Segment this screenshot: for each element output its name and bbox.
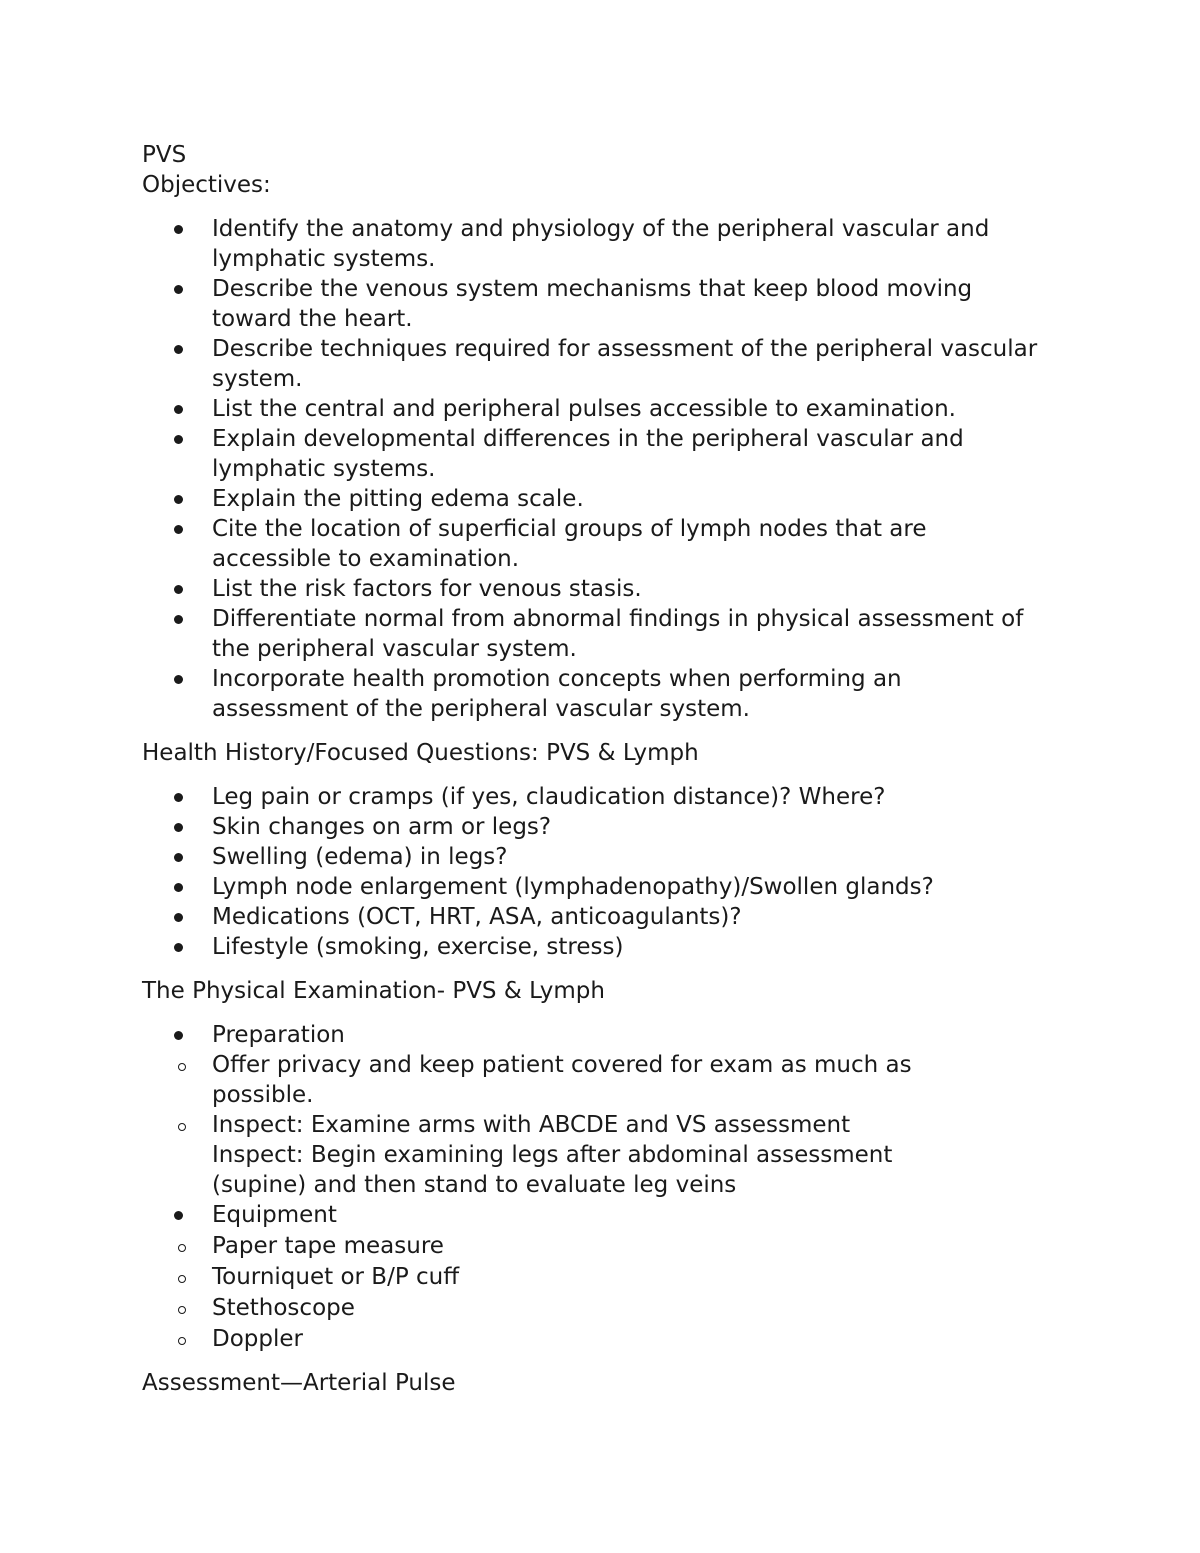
- objectives-label: Objectives:: [142, 172, 271, 198]
- document-body: [142, 140, 1072, 1398]
- objective-line: assessment of the peripheral vascular system.: [212, 696, 750, 722]
- objective-line: lymphatic systems.: [212, 246, 436, 272]
- history-item: [142, 902, 1072, 932]
- objective-line: List the risk factors for venous stasis.: [212, 576, 642, 602]
- objective-item: [142, 424, 1072, 484]
- subitem-line: Inspect: Examine arms with ABCDE and VS assessment: [212, 1112, 851, 1138]
- subitem-line: Paper tape measure: [212, 1233, 444, 1259]
- objectives-list: [142, 214, 1072, 724]
- subitem-line: Stethoscope: [212, 1295, 355, 1321]
- hollow-bullet-icon: [178, 1123, 186, 1131]
- objective-line: Describe techniques required for assessment of the peripheral vascular: [212, 336, 1038, 362]
- objective-item: [142, 214, 1072, 274]
- subitem-line: possible.: [212, 1082, 314, 1108]
- bullet-icon: [174, 435, 183, 444]
- subitem-line: (supine) and then stand to evaluate leg veins: [212, 1172, 737, 1198]
- objective-item: [142, 274, 1072, 334]
- objective-line: Differentiate normal from abnormal findings in physical assessment of: [212, 606, 1024, 632]
- bullet-icon: [174, 943, 183, 952]
- bullet-icon: [174, 615, 183, 624]
- bullet-icon: [174, 913, 183, 922]
- objective-item: [142, 484, 1072, 514]
- equipment-label: Equipment: [212, 1202, 337, 1228]
- preparation-subitem: [142, 1110, 1072, 1200]
- bullet-icon: [174, 853, 183, 862]
- history-list: [142, 782, 1072, 962]
- document-title: PVS: [142, 142, 187, 168]
- bullet-icon: [174, 345, 183, 354]
- objective-line: Explain the pitting edema scale.: [212, 486, 584, 512]
- preparation-label: Preparation: [212, 1022, 345, 1048]
- hollow-bullet-icon: [178, 1063, 186, 1071]
- objective-line: Incorporate health promotion concepts when performing an: [212, 666, 902, 692]
- exam-heading: The Physical Examination- PVS & Lymph: [142, 978, 605, 1004]
- history-item-text: Skin changes on arm or legs?: [212, 814, 552, 840]
- history-item-text: Swelling (edema) in legs?: [212, 844, 508, 870]
- bullet-icon: [174, 883, 183, 892]
- hollow-bullet-icon: [178, 1306, 186, 1314]
- history-item-text: Medications (OCT, HRT, ASA, anticoagulants)?: [212, 904, 742, 930]
- bullet-icon: [174, 675, 183, 684]
- history-item: [142, 812, 1072, 842]
- subitem-line: Doppler: [212, 1326, 303, 1352]
- objective-line: toward the heart.: [212, 306, 413, 332]
- objective-item: [142, 334, 1072, 394]
- objective-line: system.: [212, 366, 303, 392]
- history-item-text: Leg pain or cramps (if yes, claudication distance)? Where?: [212, 784, 886, 810]
- objective-line: List the central and peripheral pulses accessible to examination.: [212, 396, 956, 422]
- objective-line: lymphatic systems.: [212, 456, 436, 482]
- equipment-subitem: [142, 1324, 1072, 1354]
- bullet-icon: [174, 525, 183, 534]
- equipment-subitem: [142, 1262, 1072, 1292]
- history-item-text: Lifestyle (smoking, exercise, stress): [212, 934, 624, 960]
- hollow-bullet-icon: [178, 1337, 186, 1345]
- bullet-icon: [174, 225, 183, 234]
- objective-item: [142, 604, 1072, 664]
- final-heading: Assessment—Arterial Pulse: [142, 1370, 456, 1396]
- bullet-icon: [174, 793, 183, 802]
- objective-line: accessible to examination.: [212, 546, 520, 572]
- objective-item: [142, 574, 1072, 604]
- history-item: [142, 842, 1072, 872]
- objective-line: Identify the anatomy and physiology of the peripheral vascular and: [212, 216, 990, 242]
- objective-line: Describe the venous system mechanisms that keep blood moving: [212, 276, 973, 302]
- history-item: [142, 872, 1072, 902]
- history-heading: Health History/Focused Questions: PVS & Lymph: [142, 740, 699, 766]
- bullet-icon: [174, 495, 183, 504]
- bullet-icon: [174, 405, 183, 414]
- objective-line: Cite the location of superficial groups of lymph nodes that are: [212, 516, 927, 542]
- bullet-icon: [174, 585, 183, 594]
- bullet-icon: [174, 285, 183, 294]
- objective-item: [142, 664, 1072, 724]
- preparation-sublist: [142, 1050, 1072, 1200]
- subitem-line: Offer privacy and keep patient covered for exam as much as: [212, 1052, 912, 1078]
- bullet-icon: [174, 1211, 183, 1220]
- hollow-bullet-icon: [178, 1244, 186, 1252]
- preparation-subitem: [142, 1050, 1072, 1110]
- equipment-sublist: [142, 1231, 1072, 1354]
- objective-line: the peripheral vascular system.: [212, 636, 577, 662]
- bullet-icon: [174, 1031, 183, 1040]
- subitem-line: Inspect: Begin examining legs after abdominal assessment: [212, 1142, 893, 1168]
- history-item: [142, 932, 1072, 962]
- history-item: [142, 782, 1072, 812]
- bullet-icon: [174, 823, 183, 832]
- equipment-subitem: [142, 1293, 1072, 1323]
- equipment-item: [142, 1200, 1072, 1354]
- objective-item: [142, 394, 1072, 424]
- history-item-text: Lymph node enlargement (lymphadenopathy)/Swollen glands?: [212, 874, 934, 900]
- subitem-line: Tourniquet or B/P cuff: [212, 1264, 460, 1290]
- equipment-subitem: [142, 1231, 1072, 1261]
- objective-line: Explain developmental differences in the peripheral vascular and: [212, 426, 964, 452]
- preparation-item: [142, 1020, 1072, 1200]
- exam-list: [142, 1020, 1072, 1354]
- hollow-bullet-icon: [178, 1275, 186, 1283]
- objective-item: [142, 514, 1072, 574]
